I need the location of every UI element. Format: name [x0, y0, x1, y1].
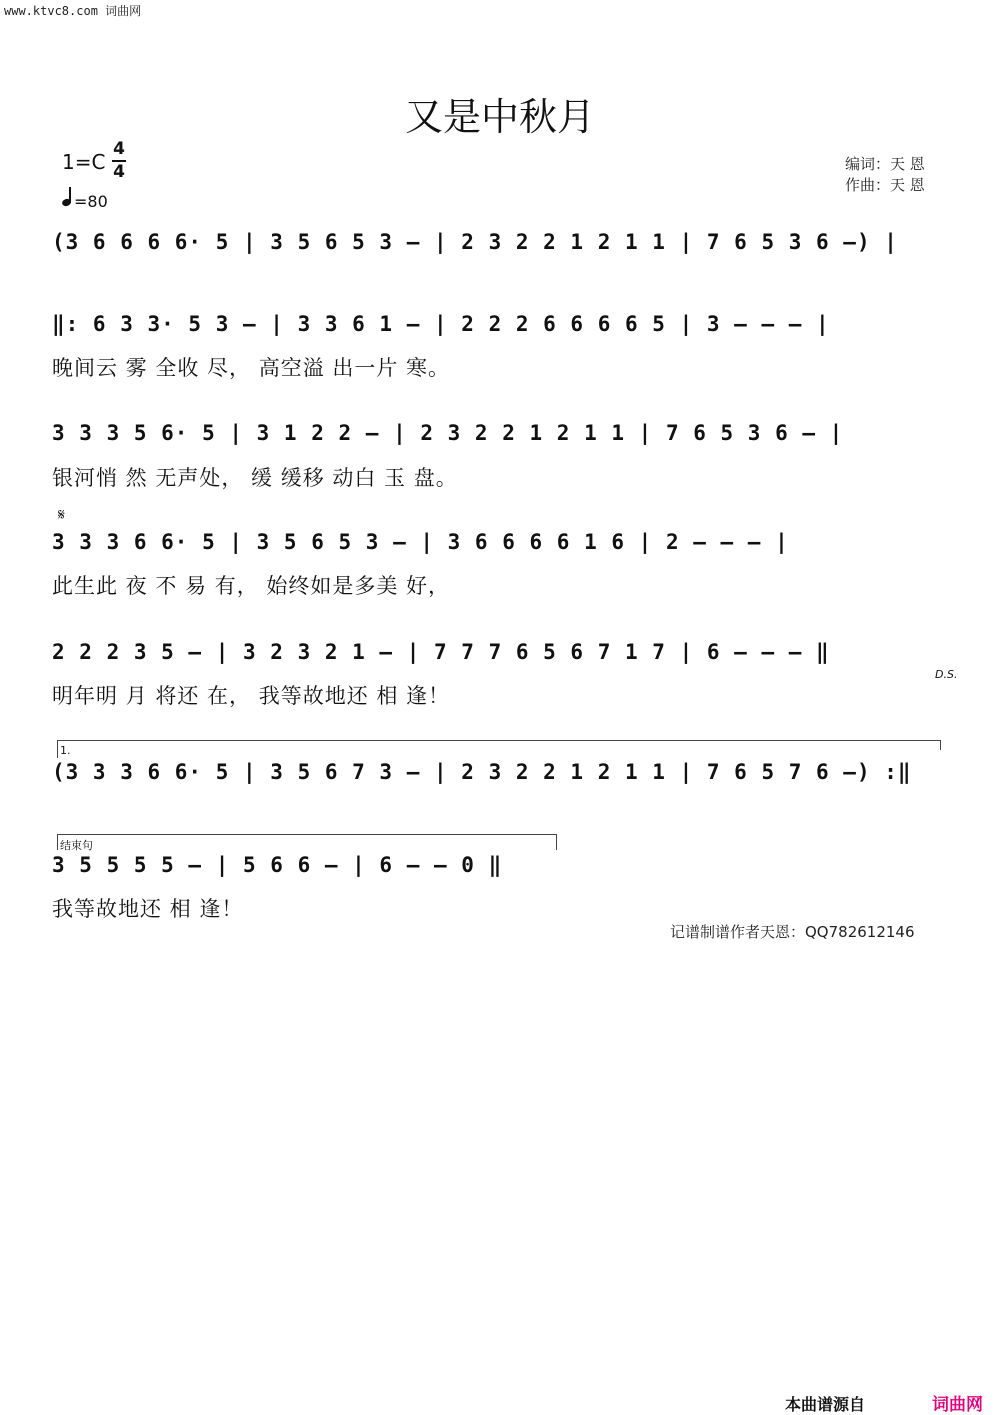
time-signature	[112, 140, 126, 182]
volta-bracket-top	[57, 740, 941, 741]
volta-bracket-right	[940, 740, 941, 750]
ending-label: 结束句	[60, 839, 93, 852]
score-row-3-lyrics: 银河悄 然 无声处， 缓 缓移 动白 玉 盘。	[52, 466, 458, 490]
tempo-marking	[62, 192, 108, 211]
key-signature: 1=C	[62, 150, 106, 174]
site-url: www.ktvc8.com 词曲网	[4, 4, 142, 18]
score-row-5-lyrics: 明年明 月 将还 在， 我等故地还 相 逢！	[52, 684, 451, 708]
footer-logo[interactable]: 词曲网	[932, 1395, 983, 1415]
volta-bracket-left	[57, 740, 58, 758]
volta-number: 1.	[60, 744, 71, 757]
score-row-4-lyrics: 此生此 夜 不 易 有， 始终如是多美 好，	[52, 574, 451, 598]
footer-source-text: 本曲谱源自	[785, 1395, 866, 1414]
score-row-4-notes: 3 3 3 6 6· 5 | 3 5 6 5 3 – | 3 6 6 6 6 1 6 | 2 – – – |	[52, 530, 789, 554]
time-signature-top: 4	[113, 139, 125, 159]
score-row-5-notes: 2 2 2 3 5 – | 3 2 3 2 1 – | 7 7 7 6 5 6 7 1 7 | 6 – – – ‖	[52, 640, 830, 664]
score-row-6-notes: (3 3 3 6 6· 5 | 3 5 6 7 3 – | 2 3 2 2 1 2 1 1 | 7 6 5 7 6 –) :‖	[52, 760, 912, 784]
segno-icon: 𝄋	[58, 505, 65, 524]
score-row-3-notes: 3 3 3 5 6· 5 | 3 1 2 2 – | 2 3 2 2 1 2 1 1 | 7 6 5 3 6 – |	[52, 421, 844, 445]
time-signature-bottom: 4	[113, 162, 125, 182]
score-row-1-notes: (3 6 6 6 6· 5 | 3 5 6 5 3 – | 2 3 2 2 1 2 1 1 | 7 6 5 3 6 –) |	[52, 230, 898, 254]
author-note: 记谱制谱作者天恩：QQ782612146	[670, 923, 915, 941]
score-row-7-lyrics: 我等故地还 相 逢！	[52, 897, 244, 921]
composer-credit: 作曲：天 恩	[845, 176, 925, 194]
score-row-7-notes: 3 5 5 5 5 – | 5 6 6 – | 6 – – 0 ‖	[52, 853, 503, 877]
lyricist-credit: 编词：天 恩	[845, 155, 925, 173]
song-title: 又是中秋月	[404, 95, 595, 139]
ending-bracket-left	[57, 834, 58, 850]
tempo-value: =80	[74, 192, 108, 211]
ds-mark: D.S.	[935, 668, 958, 681]
note-stem	[69, 187, 71, 203]
ending-bracket-top	[57, 834, 557, 835]
score-row-2-lyrics: 晚间云 雾 全收 尽， 高空溢 出一片 寒。	[52, 356, 451, 380]
score-row-2-notes: ‖: 6 3 3· 5 3 – | 3 3 6 1 – | 2 2 2 6 6 6 6 5 | 3 – – – |	[52, 312, 830, 336]
ending-bracket-right	[556, 834, 557, 850]
